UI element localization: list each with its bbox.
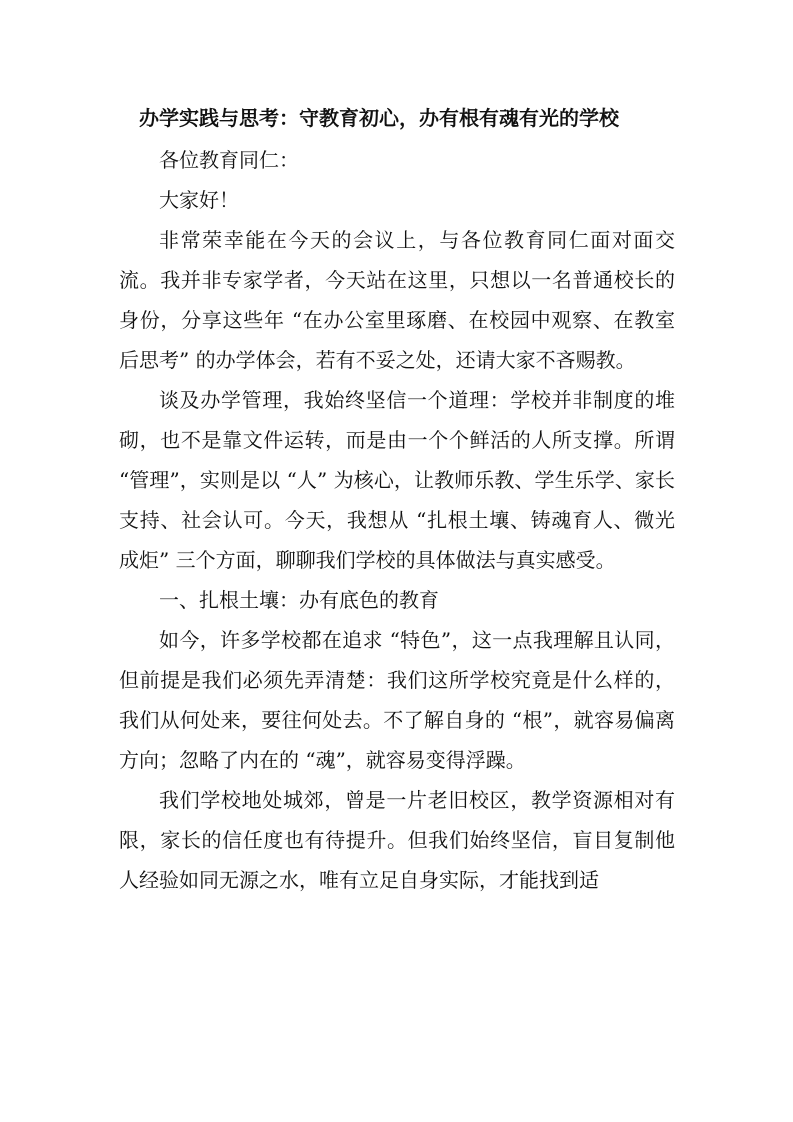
paragraph-school-background: 我们学校地处城郊，曾是一片老旧校区，教学资源相对有限，家长的信任度也有待提升。但我们始终坚信，盲目复制他人经验如同无源之水，唯有立足自身实际，才能找到适 bbox=[119, 788, 675, 892]
paragraph-management: 谈及办学管理，我始终坚信一个道理：学校并非制度的堆砌，也不是靠文件运转，而是由一个个鲜活的人所支撑。所谓 “管理”，实则是以 “人” 为核心，让教师乐教、学生乐学、家长支持、社会认可。今天，我想从 “扎根土壤、铸魂育人、微光成炬” 三个方面，聊聊我们学校的具体做法与真实感受。 bbox=[119, 388, 675, 572]
document-page bbox=[119, 96, 675, 900]
document-title: 办学实践与思考：守教育初心，办有根有魂有光的学校 bbox=[139, 106, 619, 130]
section-heading-1: 一、扎根土壤：办有底色的教育 bbox=[159, 588, 439, 612]
paragraph-features: 如今，许多学校都在追求 “特色”，这一点我理解且认同，但前提是我们必须先弄清楚：我们这所学校究竟是什么样的，我们从何处来，要往何处去。不了解自身的 “根”，就容易偏离方向；忽略了内在的 “魂”，就容易变得浮躁。 bbox=[119, 628, 675, 772]
greeting-hello: 大家好！ bbox=[159, 188, 239, 212]
paragraph-intro: 非常荣幸能在今天的会议上，与各位教育同仁面对面交流。我并非专家学者，今天站在这里，只想以一名普通校长的身份，分享这些年 “在办公室里琢磨、在校园中观察、在教室后思考” 的办学体会，若有不妥之处，还请大家不吝赐教。 bbox=[119, 228, 675, 372]
greeting-salutation: 各位教育同仁： bbox=[159, 148, 299, 172]
